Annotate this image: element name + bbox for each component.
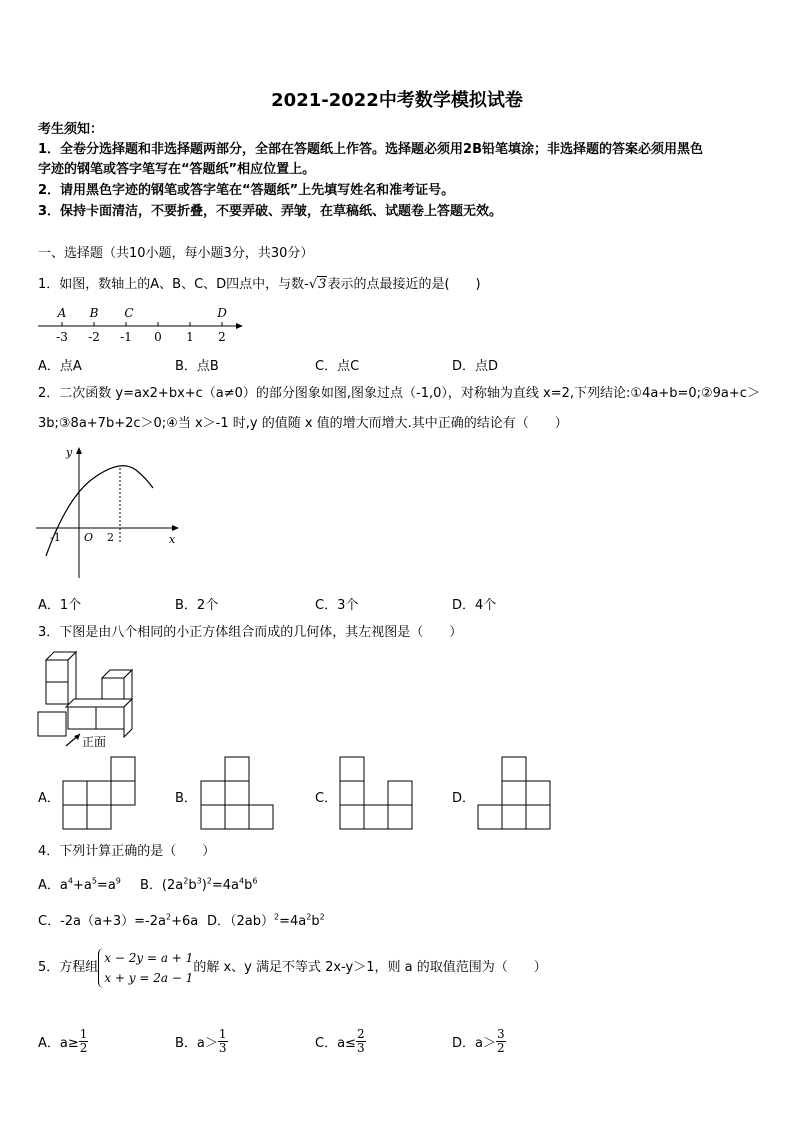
number-line-tick-label: -3 [56, 330, 68, 344]
y-axis-label: y [66, 446, 73, 459]
number-line-tick-label: 0 [154, 330, 162, 344]
equation-system [98, 948, 193, 988]
q1-option-c[interactable]: C．点C [315, 359, 360, 374]
q4-option-c[interactable] [38, 910, 198, 929]
sqrt-radicand: 3 [318, 277, 327, 292]
q3-option-d[interactable]: D． [452, 791, 476, 806]
q4-c-letter: C． [38, 914, 61, 929]
q4-b-expr-post: ) [201, 878, 207, 893]
q4-a-expr-eq: =a [96, 878, 116, 893]
fraction-denominator: 2 [496, 1041, 505, 1055]
number-line-tick-label: -2 [88, 330, 100, 344]
number-line-tick-label: 2 [218, 330, 226, 344]
number-line-tick-label: -1 [120, 330, 132, 344]
q5-d-prefix: D．a＞ [452, 1036, 496, 1051]
notice-line-2: 2．请用黑色字迹的钢笔或答字笔在“答题纸”上先填写姓名和准考证号。 [38, 183, 455, 198]
q5-option-b[interactable] [175, 1028, 228, 1055]
q5-a-prefix: A．a≥ [38, 1036, 79, 1051]
x-axis-label: x [169, 533, 176, 546]
q4-b-sup1: 2 [183, 876, 189, 886]
number-line-tick-label: 1 [186, 330, 194, 344]
q4-b-expr-b: b [244, 878, 253, 893]
fraction-numerator: 3 [496, 1027, 505, 1041]
q3-option-d-figure [477, 756, 555, 832]
section-heading: 一、选择题（共10小题，每小题3分，共30分） [38, 246, 314, 261]
q4-b-expr-eq: =4a [211, 878, 239, 893]
q4-d-sup2: 2 [306, 912, 312, 922]
parabola-curve [46, 466, 153, 556]
q4-b-expr: (2a [161, 878, 184, 893]
q1-option-a[interactable]: A．点A [38, 359, 82, 374]
q4-a-expr-mid: +a [72, 878, 92, 893]
fraction-denominator: 3 [218, 1041, 227, 1055]
q2-option-d[interactable]: D．4个 [452, 598, 497, 613]
notice-line-3: 3．保持卡面清洁，不要折叠，不要弄破、弄皱，在草稿纸、试题卷上答题无效。 [38, 204, 503, 219]
q5-stem-a: 5．方程组 [38, 960, 99, 975]
number-line-point-a: A [57, 306, 67, 320]
fraction-numerator: 1 [79, 1027, 88, 1041]
number-line-point-b: B [89, 306, 99, 320]
q4-b-sup3: 2 [206, 876, 212, 886]
fraction-denominator: 2 [79, 1041, 88, 1055]
q2-option-a[interactable]: A．1个 [38, 598, 82, 613]
page-title: 2021-2022中考数学模拟试卷 [271, 90, 523, 111]
q4-a-letter: A． [38, 878, 60, 893]
fraction [79, 1028, 89, 1055]
q1-stem [38, 277, 481, 293]
q2-option-b[interactable]: B．2个 [175, 598, 219, 613]
q2-stem-line-2: 3b;③8a+7b+2c＞0;④当 x＞-1 时,y 的值随 x 值的增大而增大.其中正确的结论有（ ） [38, 416, 568, 431]
q4-c-expr: -2a（a+3）=-2a [60, 914, 166, 929]
q3-option-b[interactable]: B． [175, 791, 197, 806]
q4-b-sup2: 3 [196, 876, 202, 886]
q5-option-c[interactable] [315, 1028, 366, 1055]
fraction [496, 1028, 506, 1055]
q3-option-c-figure [339, 756, 417, 832]
parabola-graph [36, 440, 186, 582]
q4-a-expr: a [59, 878, 68, 893]
label-2: 2 [107, 531, 114, 544]
q4-option-a[interactable] [38, 874, 121, 893]
q4-a-sup1: 4 [67, 876, 73, 886]
q1-stem-b: 表示的点最接近的是( ) [327, 277, 481, 292]
q4-stem: 4．下列计算正确的是（ ） [38, 844, 216, 859]
q4-d-expr-b: b [311, 914, 320, 929]
fraction-denominator: 3 [356, 1041, 365, 1055]
q4-c-sup1: 2 [165, 912, 172, 922]
q5-b-prefix: B．a＞ [175, 1036, 218, 1051]
q4-option-b[interactable] [140, 874, 257, 893]
q3-option-a-figure [62, 756, 140, 832]
q3-stem: 3．下图是由八个相同的小正方体组合而成的几何体，其左视图是（ ） [38, 625, 463, 640]
sqrt-symbol: √3 [308, 277, 327, 292]
q5-option-d[interactable] [452, 1028, 506, 1055]
number-line-points [57, 306, 228, 320]
fraction [218, 1028, 228, 1055]
q1-stem-a: 1．如图，数轴上的A、B、C、D四点中，与数- [38, 277, 309, 292]
fraction-numerator: 1 [218, 1027, 227, 1041]
q4-b-sup4: 4 [239, 876, 245, 886]
equation-1: x − 2y = a + 1 [104, 951, 194, 965]
q3-option-a[interactable]: A． [38, 791, 60, 806]
label-origin: O [84, 531, 94, 544]
q4-b-expr-mid: b [188, 878, 197, 893]
q4-a-sup3: 9 [115, 876, 121, 886]
q2-stem-line-1: 2．二次函数 y=ax2+bx+c（a≠0）的部分图象如图,图象过点（-1,0），对称轴为直线 x=2,下列结论:①4a+b=0;②9a+c＞ [38, 386, 760, 401]
fraction [356, 1028, 366, 1055]
front-label: 正面 [82, 735, 107, 749]
notice-line-1: 1．全卷分选择题和非选择题两部分，全部在答题纸上作答。选择题必须用2B铅笔填涂；非选择题的答案必须用黑色 [38, 142, 704, 157]
q5-stem-b: 的解 x、y 满足不等式 2x-y＞1，则 a 的取值范围为（ ） [193, 960, 547, 975]
q4-d-expr: （2ab） [230, 914, 275, 929]
number-line [36, 302, 246, 346]
q2-option-c[interactable]: C．3个 [315, 598, 359, 613]
number-line-point-d: D [217, 306, 227, 320]
notice-line-1b: 字迹的钢笔或答字笔写在“答题纸”相应位置上。 [38, 162, 316, 177]
q3-option-c[interactable]: C． [315, 791, 338, 806]
equation-2: x + y = 2a − 1 [104, 971, 194, 985]
notice-heading: 考生须知： [38, 122, 104, 137]
number-line-point-c: C [124, 306, 134, 320]
q3-option-b-figure [200, 756, 278, 832]
q5-c-prefix: C．a≤ [315, 1036, 356, 1051]
q5-option-a[interactable] [38, 1028, 88, 1055]
q4-d-sup1: 2 [274, 912, 280, 922]
label-neg1: -1 [50, 531, 61, 544]
q4-option-d[interactable] [207, 910, 325, 929]
cube-solid [36, 650, 156, 752]
q1-option-d[interactable]: D．点D [452, 359, 499, 374]
q4-d-letter: D． [207, 914, 231, 929]
q4-b-letter: B． [140, 878, 162, 893]
q4-c-expr-post: +6a [171, 914, 199, 929]
fraction-numerator: 2 [356, 1027, 365, 1041]
number-line-ticks [56, 322, 226, 344]
q4-a-sup2: 5 [91, 876, 97, 886]
q4-d-sup3: 2 [319, 912, 325, 922]
q5-stem [38, 948, 547, 988]
q4-d-expr-eq: =4a [279, 914, 307, 929]
q4-b-sup5: 6 [252, 876, 258, 886]
q1-option-b[interactable]: B．点B [175, 359, 219, 374]
